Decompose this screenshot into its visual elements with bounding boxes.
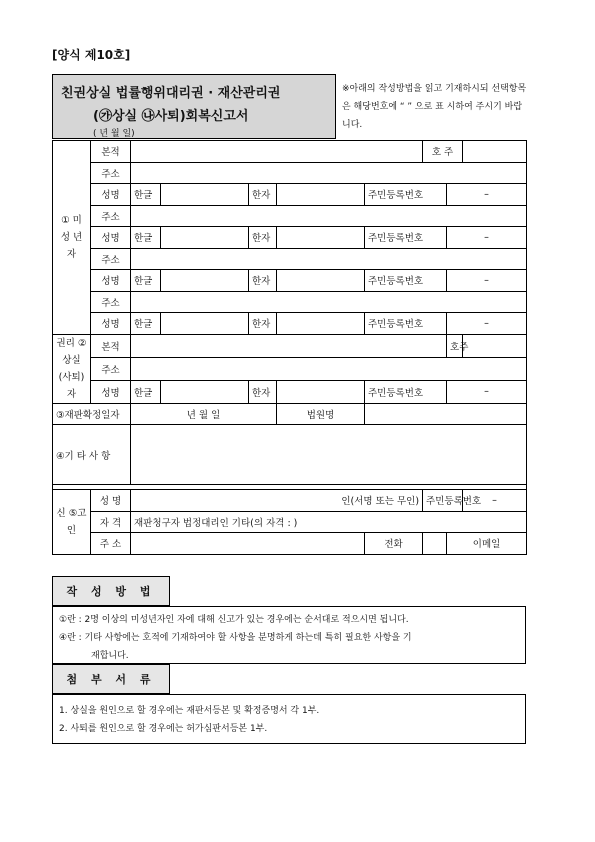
report-form-table [52, 140, 527, 555]
minor1-hangeul-field[interactable] [161, 184, 249, 206]
minor3-hanja-field[interactable] [277, 270, 365, 292]
court-name-field[interactable] [365, 403, 527, 425]
minor4-hangeul-field[interactable] [161, 313, 249, 335]
minor3-rrn-field[interactable]: – [447, 270, 527, 292]
section-rights-holder-label: 권리 ②상실 (사퇴) 자 [53, 334, 91, 403]
howto-line2: ④란 : 기타 사항에는 호적에 기재하여야 할 사항을 분명하게 하는데 특히 필요한 사항을 기 [59, 633, 412, 643]
hoju-label: 호주 [447, 334, 463, 357]
minor4-address-field[interactable] [131, 291, 527, 313]
court-name-label: 법원명 [277, 403, 365, 425]
rrn-label: 주민등록번호 [423, 490, 463, 512]
section-reporter-label: 신 ⑤고 인 [53, 490, 91, 555]
reporter-address-field[interactable] [131, 533, 365, 555]
attachment-line2: 2. 사퇴를 원인으로 할 경우에는 허가심판서등본 1부. [59, 724, 268, 734]
howto-box [52, 606, 526, 664]
form-number: [양식 제10호] [52, 48, 131, 62]
howto-line3: 재합니다. [91, 651, 129, 661]
qualification-label: 자 격 [91, 511, 131, 533]
minor4-rrn-field[interactable]: – [447, 313, 527, 335]
reporter-name-field[interactable]: 인(서명 또는 무인) [131, 490, 423, 512]
form-title-line2: (㉮상실 ㉯사퇴)회복신고서 [93, 109, 249, 124]
hanja-label: 한자 [249, 313, 277, 335]
form-title-box [52, 74, 336, 139]
instruction-note: ※아래의 작성방법을 읽고 기재하시되 선택항목은 해당번호에 “ ” 으로 표 시하여 주시기 바랍니다. [342, 84, 527, 130]
juso-label: 주소 [91, 291, 131, 313]
name-label: 성 명 [91, 490, 131, 512]
attachment-line1: 1. 상실을 원인으로 할 경우에는 재판서등본 및 확정증명서 각 1부. [59, 706, 320, 716]
holder-rrn-field[interactable]: – [447, 380, 527, 403]
juso-label: 주소 [91, 162, 131, 184]
howto-header: 작 성 방 법 [52, 576, 170, 606]
minor2-address-field[interactable] [131, 205, 527, 227]
hangeul-label: 한글 [131, 184, 161, 206]
reporter-phone-field[interactable] [423, 533, 447, 555]
minor2-rrn-field[interactable]: – [447, 227, 527, 249]
minor1-rrn-field[interactable]: – [447, 184, 527, 206]
hanja-label: 한자 [249, 270, 277, 292]
holder-hanja-field[interactable] [277, 380, 365, 403]
minor-bonjeok-field[interactable] [131, 141, 423, 163]
form-title-line1: 친권상실 법률행위대리권 · 재산관리권 [61, 86, 281, 101]
rrn-label: 주민등록번호 [365, 184, 447, 206]
holder-address-field[interactable] [131, 357, 527, 380]
phone-label: 전화 [365, 533, 423, 555]
bonjeok-label: 본적 [91, 141, 131, 163]
other-matters-field[interactable] [131, 425, 527, 485]
holder-hangeul-field[interactable] [161, 380, 249, 403]
email-label: 이메일 [447, 533, 527, 555]
name-label: 성명 [91, 313, 131, 335]
attachments-header: 첨 부 서 류 [52, 664, 170, 694]
minor4-hanja-field[interactable] [277, 313, 365, 335]
rrn-label: 주민등록번호 [365, 227, 447, 249]
rrn-label: 주민등록번호 [365, 270, 447, 292]
other-matters-label: ④기 타 사 항 [53, 425, 131, 485]
rrn-label: 주민등록번호 [365, 380, 447, 403]
minor-hoju-field[interactable] [463, 141, 527, 163]
minor1-hanja-field[interactable] [277, 184, 365, 206]
howto-line1: ①란 : 2명 이상의 미성년자인 자에 대해 신고가 있는 경우에는 순서대로 적으시면 됩니다. [59, 615, 409, 625]
hanja-label: 한자 [249, 184, 277, 206]
hoju-label: 호 주 [423, 141, 463, 163]
section-minor-label: ① 미 성 년 자 [53, 141, 91, 335]
reporter-qualification-field[interactable]: 재판청구자 법정대리인 기타(의 자격 : ) [131, 511, 527, 533]
attachments-box [52, 694, 526, 744]
name-label: 성명 [91, 380, 131, 403]
juso-label: 주소 [91, 357, 131, 380]
minor3-hangeul-field[interactable] [161, 270, 249, 292]
juso-label: 주소 [91, 248, 131, 270]
hangeul-label: 한글 [131, 380, 161, 403]
trial-date-label: ③재판확정일자 [53, 403, 131, 425]
hanja-label: 한자 [249, 227, 277, 249]
bonjeok-label: 본적 [91, 334, 131, 357]
name-label: 성명 [91, 227, 131, 249]
rrn-label: 주민등록번호 [365, 313, 447, 335]
trial-date-field[interactable]: 년 월 일 [131, 403, 277, 425]
hangeul-label: 한글 [131, 313, 161, 335]
minor3-address-field[interactable] [131, 248, 527, 270]
minor2-hangeul-field[interactable] [161, 227, 249, 249]
minor2-hanja-field[interactable] [277, 227, 365, 249]
hanja-label: 한자 [249, 380, 277, 403]
hangeul-label: 한글 [131, 270, 161, 292]
reporter-rrn-field[interactable]: – [463, 490, 527, 512]
name-label: 성명 [91, 270, 131, 292]
holder-bonjeok-field[interactable] [131, 334, 447, 357]
holder-hoju-field[interactable] [463, 334, 527, 357]
name-label: 성명 [91, 184, 131, 206]
juso-label: 주소 [91, 205, 131, 227]
minor-address-field[interactable] [131, 162, 527, 184]
hangeul-label: 한글 [131, 227, 161, 249]
form-date-line: ( 년 월 일) [93, 129, 135, 139]
address-label: 주 소 [91, 533, 131, 555]
